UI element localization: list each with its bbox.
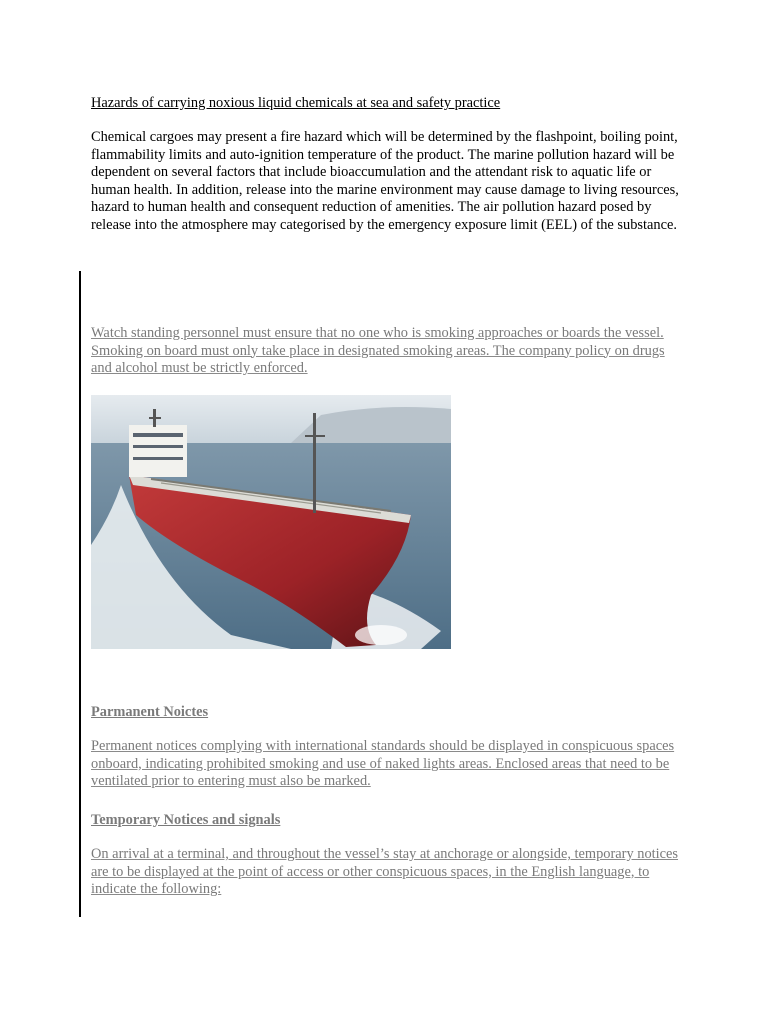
- intro-paragraph: Chemical cargoes may present a fire hazard which will be determined by the flashpoint, boiling point, flammability limits and auto-ignition temperature of the product. The marine pollution hazard will be dependent on several factors that include bioaccumulation and the attendant risk to aquatic life or human health. In addition, release into the marine environment may cause damage to living resources, hazard to human health and consequent reduction of amenities. The air pollution hazard posed by release into the atmosphere may categorised by the emergency exposure limit (EEL) of the substance.: [91, 129, 679, 233]
- document-title: Hazards of carrying noxious liquid chemicals at sea and safety practice: [91, 95, 501, 111]
- smoking-paragraph-link[interactable]: Watch standing personnel must ensure that no one who is smoking approaches or boards the vessel. Smoking on board must only take place in designated smoking areas. The company policy on drugs and alcohol must be strictly enforced.: [91, 325, 665, 377]
- temporary-notices-paragraph[interactable]: On arrival at a terminal, and throughout the vessel’s stay at anchorage or alongside, temporary notices are to be displayed at the point of access or other conspicuous spaces, in the English language, to indicate the following:: [91, 846, 679, 898]
- permanent-notices-heading[interactable]: Parmanent Noictes: [91, 704, 209, 720]
- chemical-tanker-photo: [91, 395, 451, 649]
- change-bar: [79, 271, 81, 917]
- permanent-notices-paragraph[interactable]: Permanent notices complying with international standards should be displayed in conspicuous spaces onboard, indicating prohibited smoking and use of naked lights areas. Enclosed areas that need to be ventilated prior to entering must also be marked.: [91, 738, 675, 790]
- temporary-notices-heading[interactable]: Temporary Notices and signals: [91, 812, 281, 828]
